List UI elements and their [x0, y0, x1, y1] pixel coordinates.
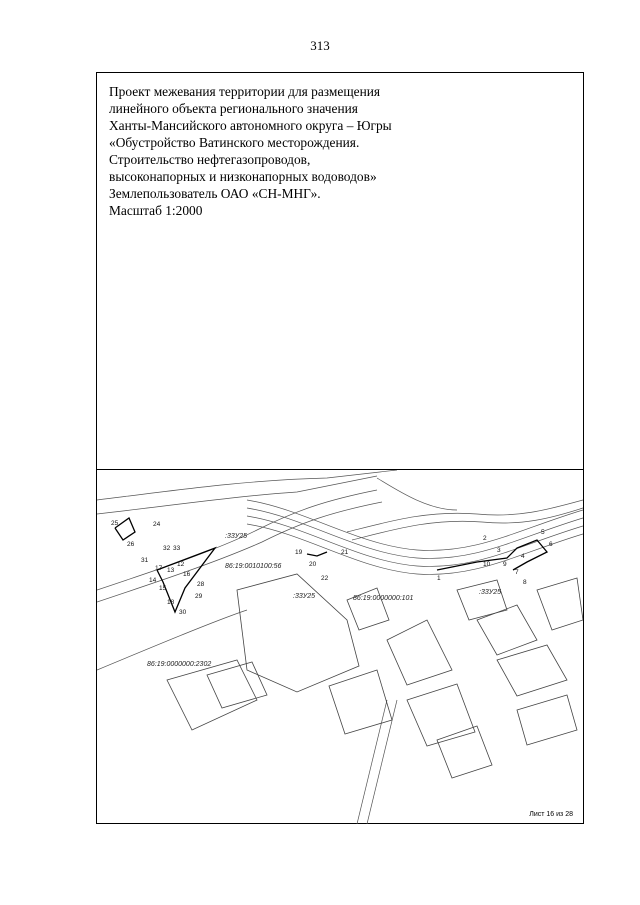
zone-label: :33У25	[293, 593, 315, 600]
point-label: 21	[341, 549, 349, 556]
point-label: 31	[141, 557, 149, 564]
point-label: 3	[497, 547, 501, 554]
title-line: Ханты-Мансийского автономного округа – Югры	[109, 118, 392, 133]
point-label: 30	[179, 609, 187, 616]
point-label: 10	[483, 561, 491, 568]
point-label: 1	[437, 575, 441, 582]
title-line: высоконапорных и низконапорных водоводов»	[109, 169, 377, 184]
zone-label: :33У25	[479, 589, 501, 596]
point-label: 6	[549, 541, 553, 548]
point-label: 24	[153, 521, 161, 528]
point-label: 18	[167, 599, 175, 606]
cadastral-map	[97, 469, 583, 824]
map-drawing	[97, 470, 583, 824]
point-label: 29	[195, 593, 203, 600]
point-labels	[111, 520, 553, 616]
point-label: 2	[483, 535, 487, 542]
parcel-label: 86:19:0000000:101	[353, 595, 414, 602]
point-label: 22	[321, 575, 329, 582]
point-label: 33	[173, 545, 181, 552]
document-frame	[96, 72, 584, 824]
title-line: Строительство нефтегазопроводов,	[109, 152, 311, 167]
point-label: 4	[521, 553, 525, 560]
point-label: 7	[515, 569, 519, 576]
title-line: Землепользователь ОАО «СН-МНГ».	[109, 186, 321, 201]
point-label: 9	[503, 561, 507, 568]
title-line: линейного объекта регионального значения	[109, 101, 358, 116]
title-line: «Обустройство Ватинского месторождения.	[109, 135, 360, 150]
point-label: 32	[163, 545, 171, 552]
road-lines	[97, 470, 583, 824]
page-number: 313	[310, 38, 330, 53]
scale-line: Масштаб 1:2000	[109, 203, 203, 218]
point-label: 8	[523, 579, 527, 586]
point-label: 26	[127, 541, 135, 548]
point-label: 28	[197, 581, 205, 588]
sheet-label: Лист 16 из 28	[529, 811, 573, 818]
parcel-label: 86:19:0000000:2302	[147, 661, 212, 668]
building-outlines	[167, 574, 583, 778]
point-label: 20	[309, 561, 317, 568]
point-label: 15	[159, 585, 167, 592]
point-label: 16	[183, 571, 191, 578]
point-label: 19	[295, 549, 303, 556]
point-label: 14	[149, 577, 157, 584]
point-label: 17	[155, 565, 163, 572]
point-label: 13	[167, 567, 175, 574]
point-label: 12	[177, 561, 185, 568]
title-line: Проект межевания территории для размещения	[109, 84, 381, 99]
parcel-label: 86:19:0010100:56	[225, 563, 282, 570]
point-label: 25	[111, 520, 119, 527]
point-label: 5	[541, 529, 545, 536]
zone-label: :33У25	[225, 533, 247, 540]
title-block	[109, 83, 392, 219]
